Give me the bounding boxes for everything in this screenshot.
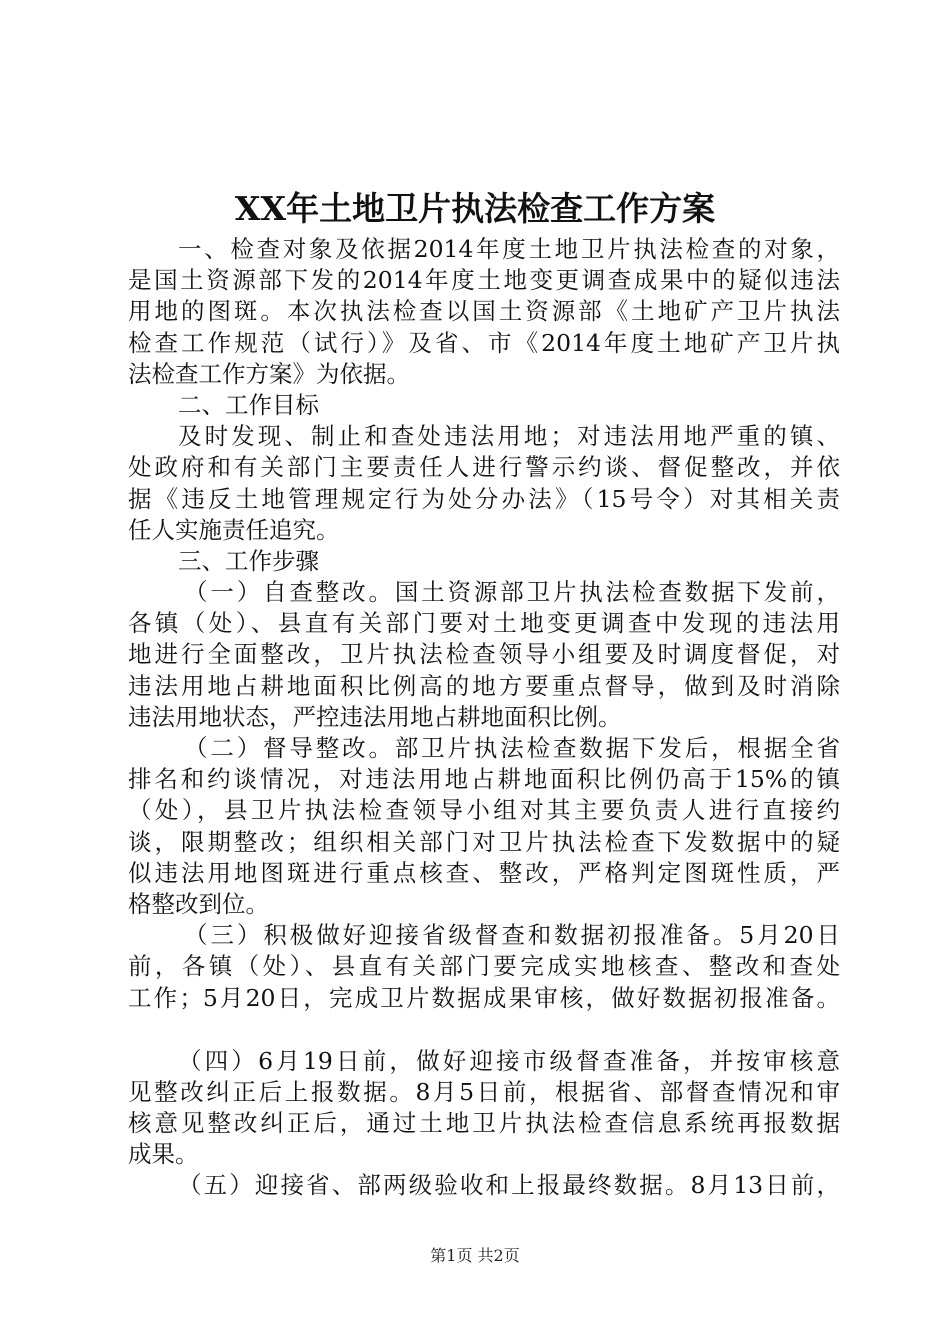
text-line: 二、工作目标 [178,390,319,419]
text-line: 似违法用地图斑进行重点核查、整改，严格判定图斑性质，严 [128,858,840,887]
text-line: 前，各镇（处）、县直有关部门要完成实地核查、整改和查处 [128,952,840,981]
text-line: 成果。 [128,1140,199,1169]
text-line: 法检查工作方案》为依据。 [128,359,410,388]
text-line: 核意见整改纠正后，通过土地卫片执法检查信息系统再报数据 [128,1109,840,1138]
text-line: 谈，限期整改；组织相关部门对卫片执法检查下发数据中的疑 [128,827,840,856]
text-line: （二）督导整改。部卫片执法检查数据下发后，根据全省 [184,734,840,762]
text-line: （五）迎接省、部两级验收和上报最终数据。8月13日前， [178,1171,840,1200]
text-line: 地进行全面整改，卫片执法检查领导小组要及时调度督促，对 [128,640,840,669]
text-line: 任人实施责任追究。 [128,515,340,544]
text-line: （一）自查整改。国土资源部卫片执法检查数据下发前， [184,578,840,607]
text-line: 处政府和有关部门主要责任人进行警示约谈、督促整改，并依 [128,453,840,482]
text-line: 见整改纠正后上报数据。8月5日前，根据省、部督查情况和审 [128,1077,840,1106]
text-line: 是国土资源部下发的2014年度土地变更调查成果中的疑似违法 [128,266,840,295]
document-body [128,234,840,1202]
text-line: （三）积极做好迎接省级督查和数据初报准备。5月20日 [184,921,840,950]
text-line: 及时发现、制止和查处违法用地；对违法用地严重的镇、 [178,422,840,451]
text-line: 格整改到位。 [128,889,269,918]
text-line: 据《违反土地管理规定行为处分办法》（15号令）对其相关责 [128,484,840,513]
text-line: 三、工作步骤 [178,546,319,575]
text-line: （处），县卫片执法检查领导小组对其主要负责人进行直接约 [128,796,840,825]
text-line: 工作；5月20日，完成卫片数据成果审核，做好数据初报准备。 [128,983,840,1012]
page-footer: 第1页 共2页 [430,1246,520,1265]
document-title: XX年土地卫片执法检查工作方案 [234,189,716,228]
text-line: 各镇（处）、县直有关部门要对土地变更调查中发现的违法用 [128,609,840,638]
text-line: （四）6月19日前，做好迎接市级督查准备，并按审核意 [178,1046,840,1075]
text-line: 检查工作规范（试行）》及省、市《2014年度土地矿产卫片执 [128,328,840,357]
text-line: 排名和约谈情况，对违法用地占耕地面积比例仍高于15%的镇 [128,765,840,794]
text-line: 一、检查对象及依据2014年度土地卫片执法检查的对象， [178,235,840,263]
text-line: 违法用地状态，严控违法用地占耕地面积比例。 [128,702,622,731]
text-line: 用地的图斑。本次执法检查以国土资源部《土地矿产卫片执法 [128,297,840,326]
text-line: 违法用地占耕地面积比例高的地方要重点督导，做到及时消除 [128,671,840,700]
